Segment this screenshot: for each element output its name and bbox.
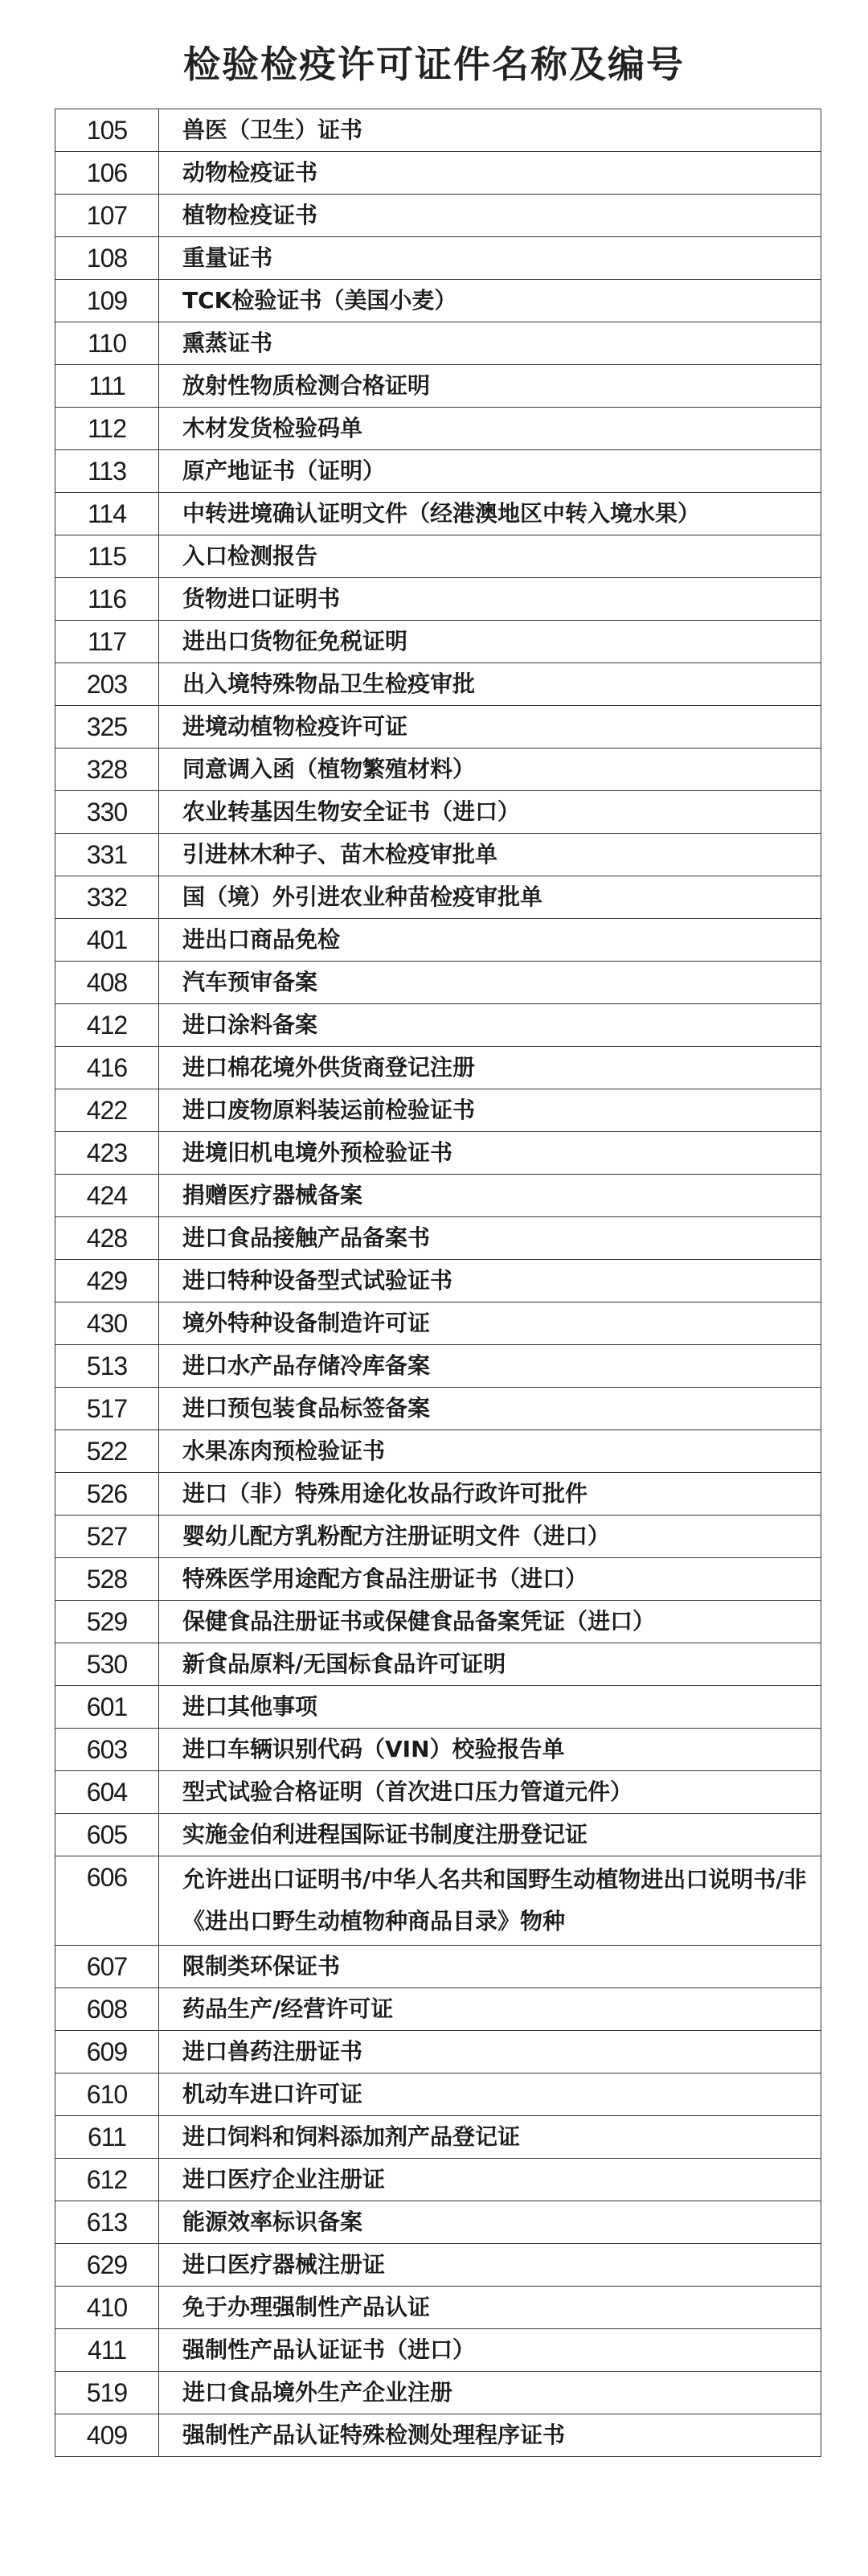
permit-name: 中转进境确认证明文件（经港澳地区中转入境水果）	[159, 493, 821, 535]
permit-code: 428	[55, 1217, 159, 1260]
permit-name: 进口（非）特殊用途化妆品行政许可批件	[159, 1473, 821, 1516]
permit-code: 409	[55, 2414, 159, 2457]
permit-name: 汽车预审备案	[159, 962, 821, 1004]
table-row	[55, 195, 821, 237]
table-row	[55, 706, 821, 749]
table-row	[55, 834, 821, 876]
permit-name: 允许进出口证明书/中华人名共和国野生动植物进出口说明书/非《进出口野生动植物种商品目录》物种	[159, 1856, 821, 1946]
table-row	[55, 1814, 821, 1856]
permit-name: 放射性物质检测合格证明	[159, 365, 821, 408]
permit-name: 进口兽药注册证书	[159, 2031, 821, 2074]
table-row	[55, 1132, 821, 1175]
permit-code: 528	[55, 1558, 159, 1601]
table-row	[55, 2329, 821, 2372]
permit-name: 进口水产品存储冷库备案	[159, 1345, 821, 1388]
permit-code: 604	[55, 1771, 159, 1814]
permit-name: 进口饲料和饲料添加剂产品登记证	[159, 2116, 821, 2159]
permit-name: 货物进口证明书	[159, 578, 821, 621]
permit-name: 进口车辆识别代码（VIN）校验报告单	[159, 1729, 821, 1771]
permit-code: 108	[55, 237, 159, 280]
permit-code: 111	[55, 365, 159, 408]
permit-code: 430	[55, 1302, 159, 1345]
permit-code: 517	[55, 1388, 159, 1430]
permit-name: 进口医疗企业注册证	[159, 2159, 821, 2201]
table-row	[55, 493, 821, 535]
permit-code: 608	[55, 1988, 159, 2031]
table-row	[55, 578, 821, 621]
permit-name: 原产地证书（证明）	[159, 450, 821, 493]
permit-code: 529	[55, 1601, 159, 1643]
permit-code: 416	[55, 1047, 159, 1089]
permit-code: 116	[55, 578, 159, 621]
permit-code: 519	[55, 2372, 159, 2414]
table-row	[55, 1089, 821, 1132]
table-row	[55, 876, 821, 919]
table-row	[55, 109, 821, 152]
table-row	[55, 1771, 821, 1814]
table-row	[55, 1430, 821, 1473]
permit-code: 401	[55, 919, 159, 962]
permit-name: 动物检疫证书	[159, 152, 821, 195]
permit-code: 526	[55, 1473, 159, 1516]
permit-code: 203	[55, 663, 159, 706]
permit-name: 同意调入函（植物繁殖材料）	[159, 749, 821, 791]
permit-code: 530	[55, 1643, 159, 1686]
permit-name: 药品生产/经营许可证	[159, 1988, 821, 2031]
table-row	[55, 535, 821, 578]
permit-name: 免于办理强制性产品认证	[159, 2287, 821, 2329]
permit-code: 429	[55, 1260, 159, 1302]
permit-name: 进口特种设备型式试验证书	[159, 1260, 821, 1302]
permit-code: 106	[55, 152, 159, 195]
table-row	[55, 919, 821, 962]
permit-code: 522	[55, 1430, 159, 1473]
permit-name: 能源效率标识备案	[159, 2201, 821, 2244]
permit-name: 强制性产品认证特殊检测处理程序证书	[159, 2414, 821, 2457]
permit-name: 国（境）外引进农业种苗检疫审批单	[159, 876, 821, 919]
permit-name: 进境旧机电境外预检验证书	[159, 1132, 821, 1175]
permit-code: 114	[55, 493, 159, 535]
permit-name: TCK检验证书（美国小麦）	[159, 280, 821, 322]
permit-code: 330	[55, 791, 159, 834]
table-row	[55, 2201, 821, 2244]
table-row	[55, 280, 821, 322]
table-row	[55, 1302, 821, 1345]
table-row	[55, 408, 821, 450]
permit-name: 强制性产品认证证书（进口）	[159, 2329, 821, 2372]
permit-code: 109	[55, 280, 159, 322]
permit-name: 进口医疗器械注册证	[159, 2244, 821, 2287]
table-row	[55, 1047, 821, 1089]
permit-name: 熏蒸证书	[159, 322, 821, 365]
permit-name: 实施金伯利进程国际证书制度注册登记证	[159, 1814, 821, 1856]
permit-code: 105	[55, 109, 159, 152]
table-row	[55, 1473, 821, 1516]
permit-code: 607	[55, 1946, 159, 1988]
permit-code: 325	[55, 706, 159, 749]
table-row	[55, 450, 821, 493]
table-row	[55, 2116, 821, 2159]
permit-name: 进境动植物检疫许可证	[159, 706, 821, 749]
permit-code: 513	[55, 1345, 159, 1388]
permit-name: 水果冻肉预检验证书	[159, 1430, 821, 1473]
page-title: 检验检疫许可证件名称及编号	[183, 43, 685, 86]
permit-code: 411	[55, 2329, 159, 2372]
permit-name: 进出口商品免检	[159, 919, 821, 962]
table-row	[55, 1601, 821, 1643]
permit-name: 进口废物原料装运前检验证书	[159, 1089, 821, 1132]
permit-name: 进口预包装食品标签备案	[159, 1388, 821, 1430]
permit-name: 进出口货物征免税证明	[159, 621, 821, 663]
permit-code: 115	[55, 535, 159, 578]
table-row	[55, 237, 821, 280]
table-row	[55, 1686, 821, 1729]
permit-code: 410	[55, 2287, 159, 2329]
permit-name: 植物检疫证书	[159, 195, 821, 237]
table-row	[55, 962, 821, 1004]
permit-name: 重量证书	[159, 237, 821, 280]
permit-name: 进口棉花境外供货商登记注册	[159, 1047, 821, 1089]
permit-code: 527	[55, 1516, 159, 1558]
table-row	[55, 1643, 821, 1686]
permit-name: 婴幼儿配方乳粉配方注册证明文件（进口）	[159, 1516, 821, 1558]
permit-name: 木材发货检验码单	[159, 408, 821, 450]
permit-code: 112	[55, 408, 159, 450]
permit-code: 605	[55, 1814, 159, 1856]
table-row	[55, 2031, 821, 2074]
permit-code: 331	[55, 834, 159, 876]
permit-code: 629	[55, 2244, 159, 2287]
table-row	[55, 1217, 821, 1260]
permit-code: 412	[55, 1004, 159, 1047]
permit-name: 兽医（卫生）证书	[159, 109, 821, 152]
permit-name: 型式试验合格证明（首次进口压力管道元件）	[159, 1771, 821, 1814]
permit-code: 603	[55, 1729, 159, 1771]
table-row	[55, 152, 821, 195]
table-row	[55, 1388, 821, 1430]
table-row	[55, 621, 821, 663]
permit-code: 117	[55, 621, 159, 663]
table-row	[55, 2372, 821, 2414]
permit-name: 进口其他事项	[159, 1686, 821, 1729]
permit-code: 107	[55, 195, 159, 237]
table-row	[55, 2159, 821, 2201]
permit-code: 612	[55, 2159, 159, 2201]
permit-name: 特殊医学用途配方食品注册证书（进口）	[159, 1558, 821, 1601]
permit-code: 610	[55, 2074, 159, 2116]
permit-code: 328	[55, 749, 159, 791]
table-row	[55, 322, 821, 365]
permit-code: 611	[55, 2116, 159, 2159]
permit-table	[55, 109, 821, 2457]
table-row	[55, 1260, 821, 1302]
table-row	[55, 1558, 821, 1601]
table-row	[55, 2414, 821, 2457]
permit-code: 609	[55, 2031, 159, 2074]
permit-name: 机动车进口许可证	[159, 2074, 821, 2116]
permit-name: 境外特种设备制造许可证	[159, 1302, 821, 1345]
table-row	[55, 2074, 821, 2116]
permit-name: 保健食品注册证书或保健食品备案凭证（进口）	[159, 1601, 821, 1643]
permit-code: 113	[55, 450, 159, 493]
table-row	[55, 663, 821, 706]
permit-name: 捐赠医疗器械备案	[159, 1175, 821, 1217]
permit-name: 出入境特殊物品卫生检疫审批	[159, 663, 821, 706]
permit-code: 601	[55, 1686, 159, 1729]
table-row	[55, 365, 821, 408]
permit-name: 限制类环保证书	[159, 1946, 821, 1988]
table-row	[55, 2287, 821, 2329]
table-row	[55, 1345, 821, 1388]
permit-name: 入口检测报告	[159, 535, 821, 578]
table-row	[55, 1516, 821, 1558]
permit-name: 进口食品接触产品备案书	[159, 1217, 821, 1260]
permit-code: 422	[55, 1089, 159, 1132]
permit-code: 408	[55, 962, 159, 1004]
permit-name: 引进林木种子、苗木检疫审批单	[159, 834, 821, 876]
permit-code: 606	[55, 1856, 159, 1946]
permit-name: 进口食品境外生产企业注册	[159, 2372, 821, 2414]
table-row	[55, 1175, 821, 1217]
table-row	[55, 1856, 821, 1946]
table-row	[55, 1004, 821, 1047]
table-row	[55, 791, 821, 834]
table-row	[55, 2244, 821, 2287]
permit-name: 新食品原料/无国标食品许可证明	[159, 1643, 821, 1686]
table-row	[55, 1729, 821, 1771]
permit-code: 613	[55, 2201, 159, 2244]
permit-code: 110	[55, 322, 159, 365]
permit-code: 424	[55, 1175, 159, 1217]
permit-name: 进口涂料备案	[159, 1004, 821, 1047]
permit-code: 332	[55, 876, 159, 919]
table-row	[55, 1946, 821, 1988]
permit-code: 423	[55, 1132, 159, 1175]
table-row	[55, 1988, 821, 2031]
permit-name: 农业转基因生物安全证书（进口）	[159, 791, 821, 834]
table-row	[55, 749, 821, 791]
